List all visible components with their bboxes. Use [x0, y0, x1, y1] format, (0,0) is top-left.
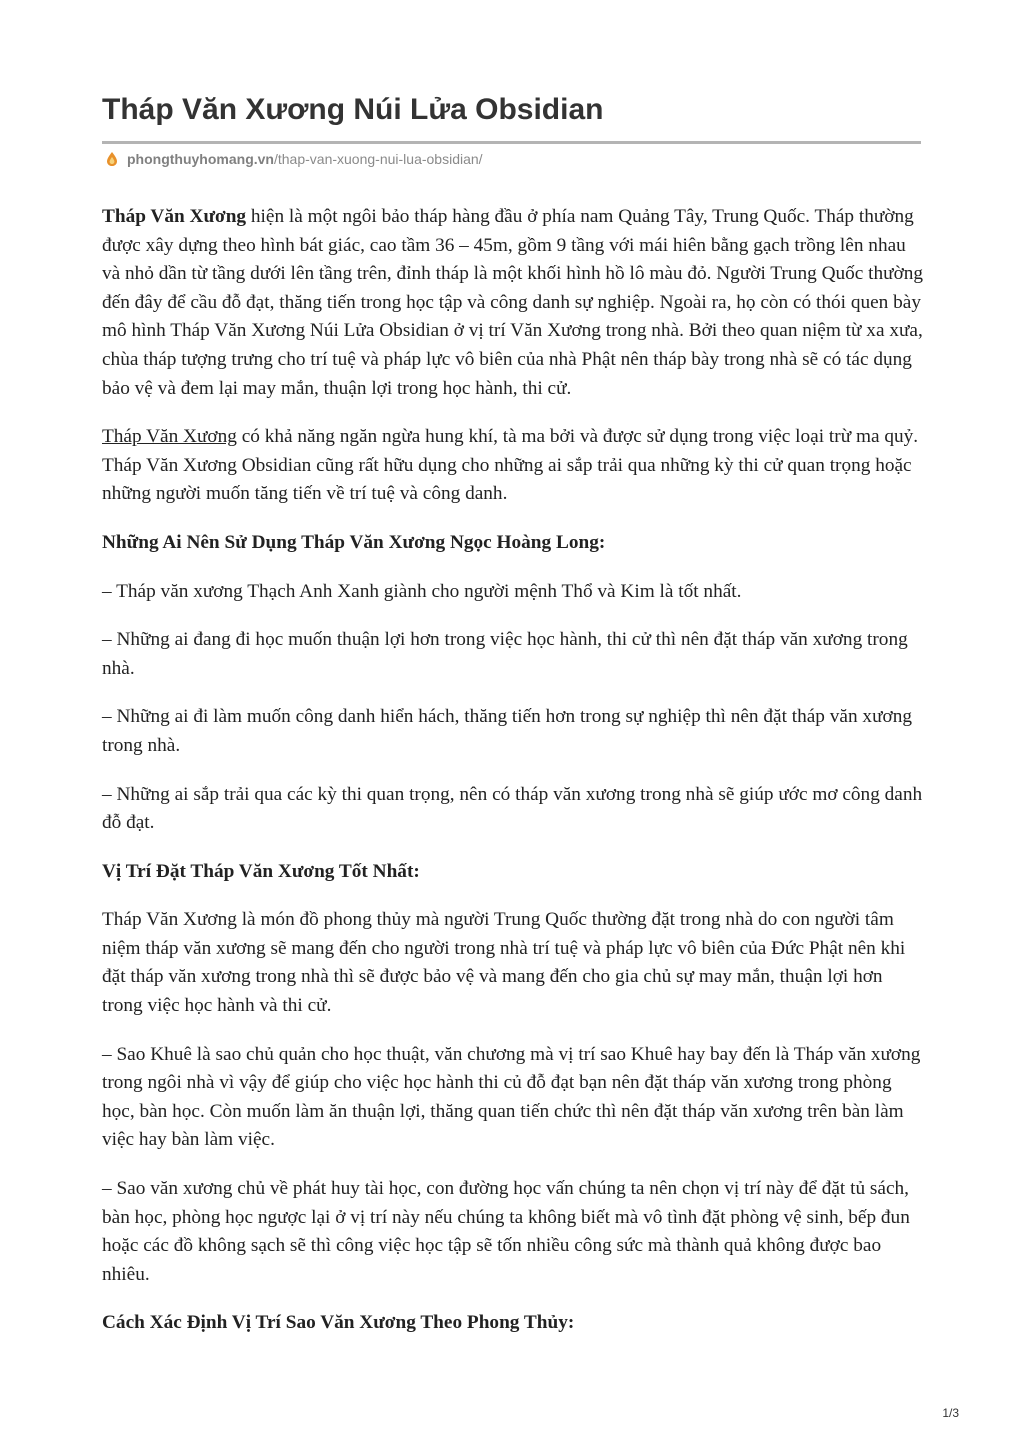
article-body [102, 203, 924, 1358]
page-title: Tháp Văn Xương Núi Lửa Obsidian [102, 93, 604, 126]
intro-text: hiện là một ngôi bảo tháp hàng đầu ở phía nam Quảng Tây, Trung Quốc. Tháp thường được xây dựng theo hình bát giác, cao tầm 36 – 45m, gồm 9 tầng với mái hiên bằng gạch trồng lên nhau và nhỏ dần từ tầng dưới lên tầng trên, đỉnh tháp là một khối hình hồ lô màu đỏ. Người Trung Quốc thường đến đây để cầu đỗ đạt, thăng tiến trong học tập và công danh sự nghiệp. Ngoài ra, họ còn có thói quen bày mô hình Tháp Văn Xương Núi Lửa Obsidian ở vị trí Văn Xương trong nhà. Bởi theo quan niệm từ xa xưa, chùa tháp tượng trưng cho trí tuệ và pháp lực vô biên của nhà Phật nên tháp bày trong nhà sẽ có tác dụng bảo vệ và đem lại may mắn, thuận lợi trong học hành, thi cử. [102, 206, 924, 399]
list-item: – Tháp văn xương Thạch Anh Xanh giành cho người mệnh Thổ và Kim là tốt nhất. [102, 580, 742, 602]
page-number: 1/3 [942, 1406, 959, 1420]
title-divider [102, 141, 921, 144]
intro-bold-term: Tháp Văn Xương [102, 206, 247, 227]
paragraph-2-text: có khả năng ngăn ngừa hung khí, tà ma bởi và được sử dụng trong việc loại trừ ma quỷ. Tháp Văn Xương Obsidian cũng rất hữu dụng cho những ai sắp trải qua những kỳ thi cử quan trọng hoặc những người muốn tăng tiến về trí tuệ và công danh. [102, 426, 919, 505]
source-domain[interactable]: phongthuyhomang.vn [127, 151, 274, 167]
source-path[interactable]: /thap-van-xuong-nui-lua-obsidian/ [273, 151, 483, 167]
intro-paragraph [102, 203, 924, 403]
list-item: – Những ai đi làm muốn công danh hiển hách, thăng tiến hơn trong sự nghiệp thì nên đặt tháp văn xương trong nhà. [102, 706, 912, 756]
source-url[interactable] [104, 151, 483, 167]
paragraph-2 [102, 423, 924, 509]
list-item: – Những ai đang đi học muốn thuận lợi hơn trong việc học hành, thi cử thì nên đặt tháp văn xương trong nhà. [102, 629, 908, 679]
site-favicon-icon [104, 151, 120, 167]
heading-who-should-use: Những Ai Nên Sử Dụng Tháp Văn Xương Ngọc Hoàng Long: [102, 531, 606, 553]
paragraph-3: Tháp Văn Xương là món đồ phong thủy mà người Trung Quốc thường đặt trong nhà do con người tâm niệm tháp văn xương sẽ mang đến cho người trong nhà trí tuệ và pháp lực vô biên của Đức Phật nên khi đặt tháp văn xương trong nhà thì sẽ được bảo vệ và mang đến cho gia chủ sự may mắn, thuận lợi hơn trong việc học hành và thi cử. [102, 909, 906, 1017]
paragraph-4: – Sao Khuê là sao chủ quản cho học thuật, văn chương mà vị trí sao Khuê hay bay đến là Tháp văn xương trong ngôi nhà vì vậy để giúp cho việc học hành thi củ đỗ đạt bạn nên đặt tháp văn xương trong phòng học, bàn học. Còn muốn làm ăn thuận lợi, thăng quan tiến chức thì nên đặt tháp văn xương trên bàn làm việc hay bàn làm việc. [102, 1043, 921, 1151]
thap-van-xuong-link[interactable]: Tháp Văn Xương [102, 426, 237, 448]
heading-how-to-locate: Cách Xác Định Vị Trí Sao Văn Xương Theo Phong Thủy: [102, 1312, 575, 1334]
list-item: – Những ai sắp trải qua các kỳ thi quan trọng, nên có tháp văn xương trong nhà sẽ giúp ước mơ công danh đỗ đạt. [102, 783, 923, 834]
heading-best-placement: Vị Trí Đặt Tháp Văn Xương Tốt Nhất: [102, 860, 420, 882]
paragraph-5: – Sao văn xương chủ về phát huy tài học, con đường học vấn chúng ta nên chọn vị trí này để đặt tủ sách, bàn học, phòng học ngược lại ở vị trí này nếu chúng ta không biết mà vô tình đặt phòng vệ sinh, bếp đun hoặc các đồ không sạch sẽ thì công việc học tập sẽ tốn nhiều công sức mà thành quả không được bao nhiêu. [102, 1178, 910, 1285]
